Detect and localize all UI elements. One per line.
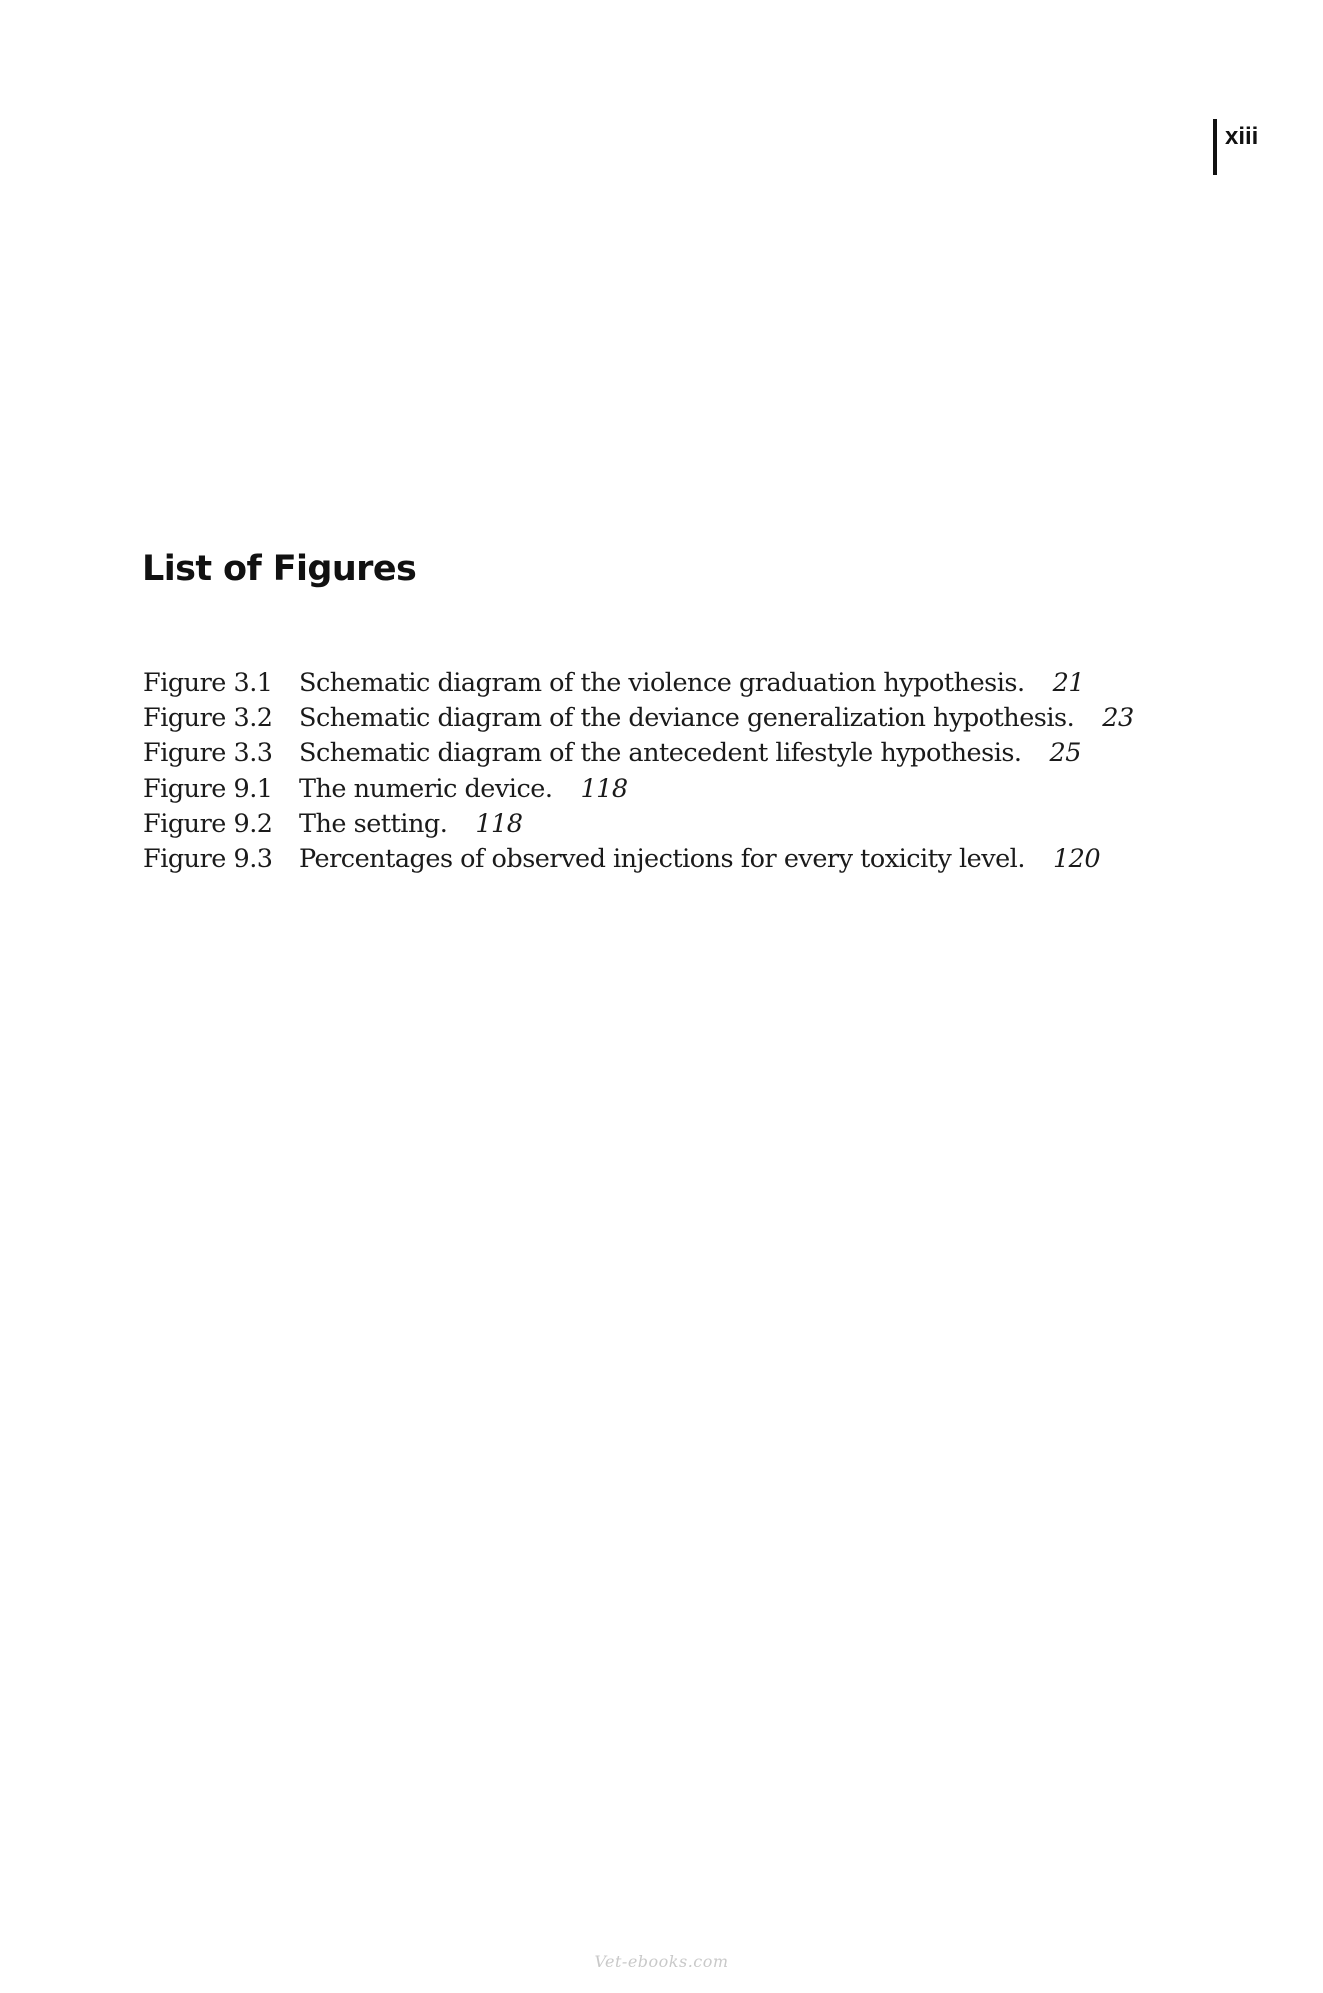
figure-page-number: 118 <box>475 808 523 839</box>
watermark: Vet-ebooks.com <box>594 1952 729 1971</box>
figure-caption: The setting. <box>299 808 448 839</box>
figure-caption: The numeric device. <box>299 773 553 804</box>
figure-label: Figure 9.3 <box>143 843 273 874</box>
page-number-header <box>1213 119 1258 175</box>
figure-caption: Schematic diagram of the deviance generalization hypothesis. <box>299 703 1075 734</box>
figure-label: Figure 3.1 <box>143 668 273 698</box>
figure-page-number: 120 <box>1052 843 1101 874</box>
figure-label: Figure 9.2 <box>143 808 273 839</box>
figure-list <box>143 666 1134 877</box>
figure-caption: Percentages of observed injections for every toxicity level. <box>299 843 1025 874</box>
figure-label: Figure 3.3 <box>143 738 273 769</box>
figure-page-number: 118 <box>580 773 628 804</box>
figure-entry <box>143 736 1134 771</box>
figure-page-number: 21 <box>1052 668 1085 698</box>
figure-caption: Schematic diagram of the violence graduation hypothesis. <box>299 668 1025 698</box>
figure-entry <box>143 701 1134 736</box>
page-number: xiii <box>1225 123 1259 150</box>
figure-label: Figure 3.2 <box>143 703 273 734</box>
figure-entry <box>143 772 1134 807</box>
figure-entry <box>143 666 1134 701</box>
figure-caption: Schematic diagram of the antecedent lifestyle hypothesis. <box>299 738 1022 769</box>
figure-page-number: 25 <box>1049 738 1081 769</box>
figure-page-number: 23 <box>1102 703 1134 734</box>
page-title: List of Figures <box>142 549 417 589</box>
figure-entry <box>143 807 1134 842</box>
figure-label: Figure 9.1 <box>143 773 273 804</box>
figure-entry <box>143 842 1134 877</box>
page-number-rule <box>1213 119 1217 175</box>
